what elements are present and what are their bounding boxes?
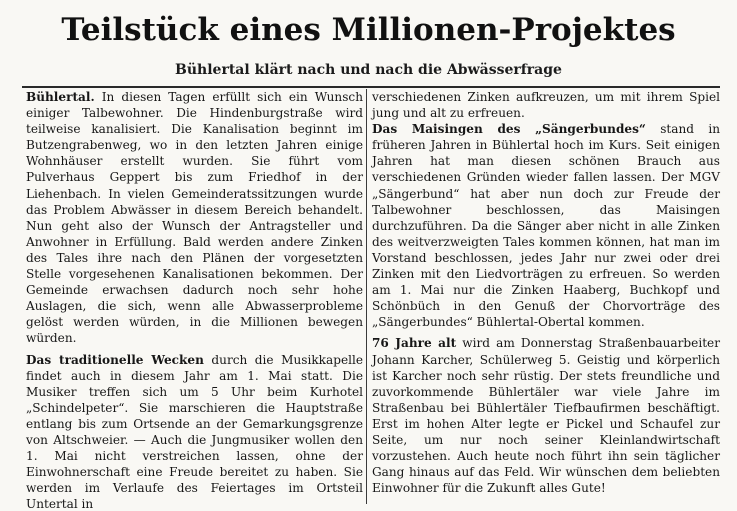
paragraph-buehlertal [26,89,363,347]
paragraph-wecken [26,352,363,511]
paragraph-karcher [372,335,720,496]
paragraph-body: stand in früheren Jahren in Bühlertal hoch im Kurs. Seit einigen Jahren hat man diesen schönen Brauch aus verschiedenen Gründen wieder fallen lassen. Der MGV „Sängerbund“ hat aber nun doch zur Freude der Talbewohner beschlossen, das Maisingen durchzuführen. Da die Sänger aber nicht in alle Zinken des weitverzweigten Tales kommen können, hat man im Vorstand beschlossen, jedes Jahr nur zwei oder drei Zinken mit den Liedvorträgen zu erfreuen. So werden am 1. Mai nur die Zinken Haaberg, Buchkopf und Schönbüch in den Genuß der Chorvorträge des „Sängerbundes“ Bühlertal-Obertal kommen. [372,122,721,330]
left-column [26,89,363,511]
paragraph-body: wird am Donnerstag Straßenbauarbeiter Johann Karcher, Schülerweg 5. Geistig und körperlich ist Karcher noch sehr rüstig. Der stets freundliche und zuvorkommende Bühlertäler war viele Jahre im Straßenbau bei Bühlertäler Tiefbaufirmen beschäftigt. Erst im hohen Alter legte er Pickel und Schaufel zur Seite, um nur noch seiner Kleinlandwirtschaft vorzustehen. Auch heute noch führt ihn sein täglicher Gang hinaus auf das Feld. Wir wünschen dem beliebten Einwohner für die Zukunft alles Gute! [372,336,720,496]
article-subheadline: Bühlertal klärt nach und nach die Abwässerfrage [175,62,562,78]
paragraph-lead: 76 Jahre alt [372,336,457,351]
paragraph-wecken-continued: verschiedenen Zinken aufkreuzen, um mit ihrem Spiel jung und alt zu erfreuen. [372,90,720,121]
paragraph-body: In diesen Tagen erfüllt sich ein Wunsch einiger Talbewohner. Die Hindenburgstraße wird teilweise kanalisiert. Die Kanalisation beginnt im Butzengrabenweg, wo in den letzten Jahren einige Wohnhäuser erstellt wurden. Sie führt vom Pulverhaus Geppert bis zum Friedhof in der Liehenbach. In vielen Gemeinderatssitzungen wurde das Problem Abwässer in diesem Bereich behandelt. Nun geht also der Wunsch der Antragsteller und Anwohner in Erfüllung. Bald werden andere Zinken des Tales ihre nach den Plänen der vorgesetzten Stelle vorgesehenen Kanalisationen bekommen. Der Gemeinde erwachsen dadurch noch sehr hohe Auslagen, die sich, wenn alle Abwasserprobleme gelöst werden würden, in die Millionen bewegen würden. [26,90,363,346]
paragraph-body: durch die Musikkapelle findet auch in diesem Jahr am 1. Mai statt. Die Musiker treffen sich um 5 Uhr beim Kurhotel „Schindelpeter“. Sie marschieren die Hauptstraße entlang bis zum Ortsende an der Gemarkungsgrenze von Altschweier. — Auch die Jungmusiker wollen den 1. Mai nicht verstreichen lassen, ohne der Einwohnerschaft eine Freude bereitet zu haben. Sie werden im Verlaufe des Feiertages im Ortsteil Untertal in [26,352,363,511]
paragraph-lead: Das Maisingen des „Sängerbundes“ [372,122,646,137]
paragraph-lead: Das traditionelle Wecken [26,352,204,367]
article-headline: Teilstück eines Millionen-Projektes [61,12,676,48]
column-divider [366,89,367,504]
paragraph-lead: Bühlertal. [26,90,95,104]
header-rule [22,86,720,88]
paragraph-maisingen [372,121,720,330]
right-column [372,89,720,496]
